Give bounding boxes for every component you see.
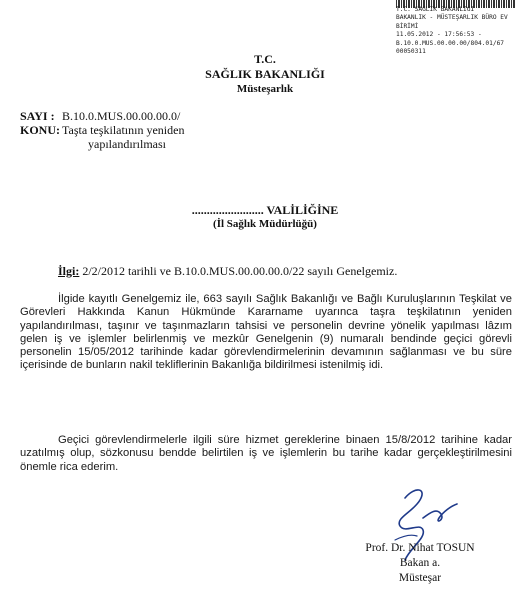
recipient-line: ........................ VALİLİĞİNE (191, 203, 339, 217)
recipient (130, 203, 400, 231)
document-meta (20, 109, 184, 151)
signer-title: Bakan a. (399, 557, 441, 569)
letterhead (150, 52, 380, 97)
recipient-sub: (İl Sağlık Müdürlüğü) (213, 218, 317, 230)
stamp-line: B.10.0.MUS.00.00.00/804.01/67 (396, 39, 505, 47)
reference-label: İlgi: (58, 264, 80, 278)
letterhead-unit: Müsteşarlık (236, 83, 294, 95)
sayi-label: SAYI : (20, 109, 55, 123)
stamp-line: 00050311 (396, 48, 426, 56)
konu-value: Taşta teşkilatının yeniden (62, 123, 185, 137)
body-paragraph-2: Geçici görevlendirmelerle ilgili süre hizmet gereklerine binaen 15/8/2012 tarihine kadar uzatılmış olup, sözkonusu bendde belirtilen iş ve işlemlerin bu tarihe kadar gerçekleştirilmesini önemle rica ederim. (20, 434, 512, 473)
signature-block (330, 541, 510, 586)
body-paragraph-1: İlgide kayıtlı Genelgemiz ile, 663 sayılı Sağlık Bakanlığı ve Bağlı Kuruluşlarının Teşkilat ve Görevleri Hakkında Kanun Hükmünde Kararname uyarınca taşra teşkilatının yeniden yapılandırılması, taşınır ve taşınmazların tahsisi ve personelin devrine yönelik yapılması lâzım gelen iş ve işlemler belirlenmiş ve mezkûr Genelgenin (9) numaralı bendinde geçici görevli personelin 15/05/2012 tarihinde kadar görevlendirmelerinin devamının sağlanması ve bu süre içerisinde de bunların nakil tekliflerinin Bakanlığa bildirilmesi istenilmiş idi. (20, 293, 512, 372)
stamp-line: T.C. SAĞLIK BAKANLIĞI (396, 6, 475, 13)
letterhead-country: T.C. (254, 52, 276, 66)
registry-stamp (396, 6, 528, 56)
reference-line (58, 264, 397, 279)
sayi-value: B.10.0.MUS.00.00.00.0/ (62, 109, 181, 123)
konu-value-cont: yapılandırılması (88, 137, 166, 151)
signer-name: Prof. Dr. Nihat TOSUN (365, 542, 475, 554)
stamp-line: 11.05.2012 - 17:56:53 - (396, 31, 482, 39)
signer-position: Müsteşar (398, 572, 442, 584)
reference-text: 2/2/2012 tarihli ve B.10.0.MUS.00.00.00.0/22 sayılı Genelgemiz. (82, 264, 398, 278)
stamp-line: BAKANLIK - MÜSTEŞARLIK BÜRO EV (396, 14, 508, 22)
stamp-line: BİRİMİ (396, 22, 419, 30)
letterhead-ministry: SAĞLIK BAKANLIĞI (205, 67, 325, 81)
konu-label: KONU: (20, 123, 60, 137)
